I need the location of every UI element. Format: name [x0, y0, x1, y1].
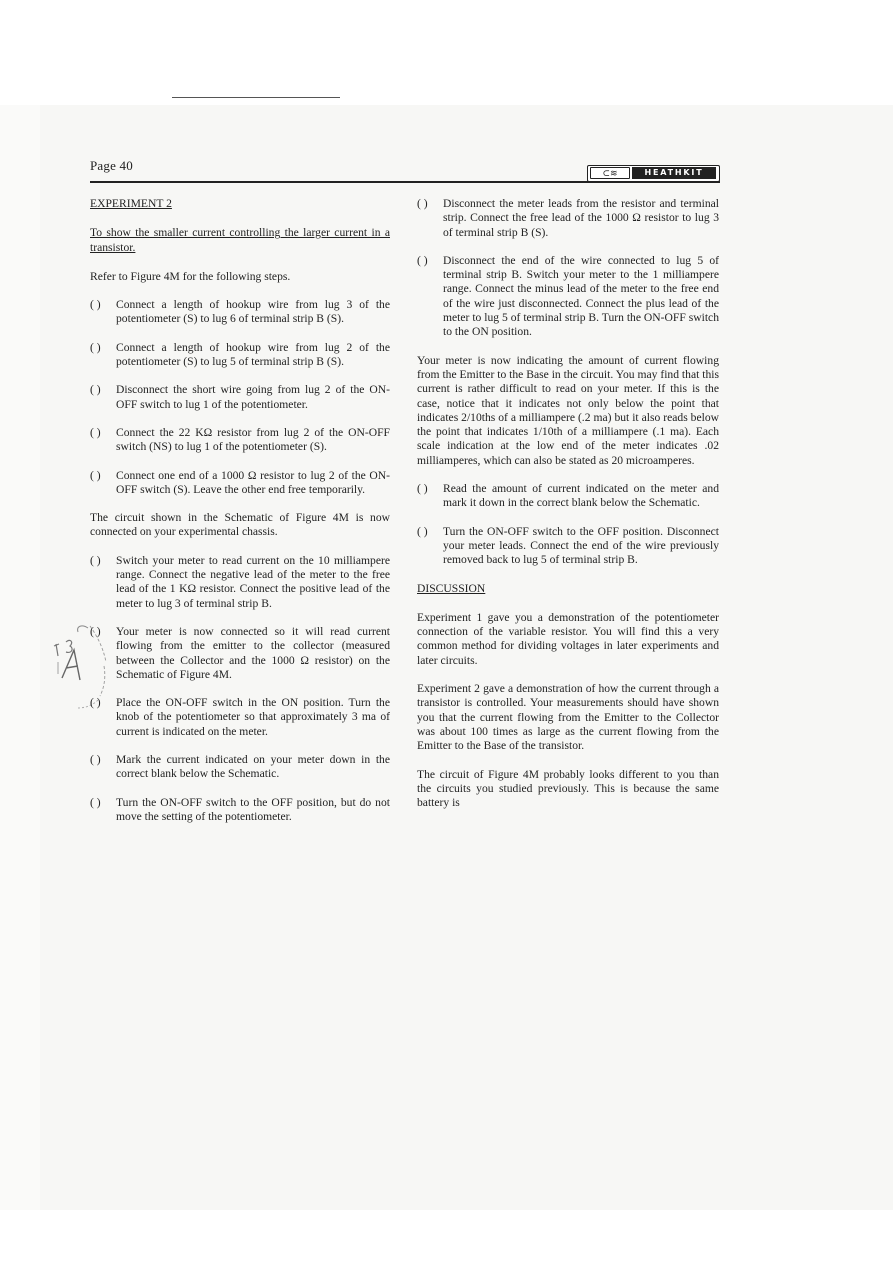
step-text: Connect a length of hookup wire from lug 3 of the potentiometer (S) to lug 6 of terminal strip B (S). — [116, 298, 390, 326]
step-text: Disconnect the short wire going from lug 2 of the ON-OFF switch to lug 1 of the potentiometer. — [116, 383, 390, 411]
step-text: Turn the ON-OFF switch to the OFF position, but do not move the setting of the potentiometer. — [116, 795, 390, 823]
checkbox[interactable]: ( ) — [417, 197, 428, 210]
step-text: Connect the 22 KΩ resistor from lug 2 of the ON-OFF switch (NS) to lug 1 of the potentiometer (S). — [116, 425, 390, 454]
checkbox[interactable]: ( ) — [90, 624, 101, 638]
step-item — [90, 625, 390, 682]
step-text: Place the ON-OFF switch in the ON position. Turn the knob of the potentiometer so that approximately 3 ma of current is indicated on the meter. — [116, 696, 390, 738]
heathkit-logo — [587, 165, 720, 182]
checkbox[interactable]: ( ) — [417, 253, 428, 267]
right-column — [417, 197, 719, 824]
discussion-paragraph: Experiment 2 gave a demonstration of how the current through a transistor is controlled. Your measurements should have shown you that the current flowing from the Emitter to the Collector was about 100 times as large as the current flowing from the Emitter to the Base of the transistor. — [417, 682, 719, 753]
left-column — [90, 197, 390, 838]
heathkit-brand: HEATHKIT — [632, 167, 716, 179]
step-item — [90, 753, 390, 782]
experiment-objective: To show the smaller current controlling the larger current in a transistor. — [90, 226, 390, 254]
checkbox[interactable]: ( ) — [90, 468, 101, 482]
scan-margin-top — [0, 0, 893, 105]
step-text: Connect one end of a 1000 Ω resistor to lug 2 of the ON-OFF switch (S). Leave the other end free temporarily. — [116, 468, 390, 496]
checkbox[interactable]: ( ) — [90, 298, 101, 312]
checkbox[interactable]: ( ) — [90, 340, 101, 354]
discussion-heading: DISCUSSION — [417, 581, 486, 595]
checkbox[interactable]: ( ) — [90, 753, 101, 767]
scan-margin-bottom — [0, 1210, 893, 1263]
checkbox[interactable]: ( ) — [90, 553, 101, 567]
step-item — [90, 383, 390, 412]
checkbox[interactable]: ( ) — [90, 696, 101, 710]
step-item — [417, 197, 719, 240]
step-text: Disconnect the meter leads from the resistor and terminal strip. Connect the free lead of the 1000 Ω resistor to lug 3 of terminal strip B (S). — [443, 197, 719, 239]
step-text: Connect a length of hookup wire from lug 2 of the potentiometer (S) to lug 5 of terminal strip B (S). — [116, 340, 390, 369]
step-text: Switch your meter to read current on the 10 milliampere range. Connect the negative lead of the meter to the free lead of the 1 KΩ resistor. Connect the positive lead of the meter to lug 3 of terminal strip B. — [116, 553, 390, 610]
step-item — [417, 482, 719, 511]
step-text: Your meter is now connected so it will read current flowing from the emitter to the collector (measured between the Collector and the 1000 Ω resistor) on the Schematic of Figure 4M. — [116, 624, 390, 681]
circuit-note: The circuit shown in the Schematic of Figure 4M is now connected on your experimental chassis. — [90, 511, 390, 539]
step-text: Mark the current indicated on your meter down in the correct blank below the Schematic. — [116, 753, 390, 781]
checkbox[interactable]: ( ) — [90, 425, 101, 439]
step-item — [90, 554, 390, 611]
step-item — [417, 525, 719, 568]
step-text: Disconnect the end of the wire connected to lug 5 of terminal strip B. Switch your meter to the 1 milliampere range. Connect the minus lead of the meter to the free end of the wire just disconnected. Connect the plus lead of the meter to lug 5 of terminal strip B. Turn the ON-OFF switch to the ON position. — [443, 253, 719, 339]
page-number: Page 40 — [90, 158, 133, 173]
step-item — [90, 426, 390, 455]
intro-text: Refer to Figure 4M for the following steps. — [90, 269, 291, 283]
top-rule — [172, 97, 340, 98]
step-text: Turn the ON-OFF switch to the OFF position. Disconnect your meter leads. Connect the end of the wire previously removed back to lug 5 of terminal strip B. — [443, 524, 719, 567]
heathkit-emblem-icon: ⊂≋ — [590, 167, 630, 179]
checkbox[interactable]: ( ) — [417, 482, 428, 496]
checkbox[interactable]: ( ) — [90, 383, 101, 397]
step-item — [90, 696, 390, 739]
experiment-title: EXPERIMENT 2 — [90, 197, 172, 210]
step-item — [417, 254, 719, 340]
scan-margin-left — [0, 105, 40, 1210]
discussion-paragraph: The circuit of Figure 4M probably looks different to you than the circuits you studied previously. This is because the same battery is — [417, 767, 719, 810]
discussion-paragraph: Experiment 1 gave you a demonstration of the potentiometer connection of the variable resistor. You will find this a very common method for dividing voltages in later experiments and later circuits. — [417, 610, 719, 667]
meter-explanation: Your meter is now indicating the amount of current flowing from the Emitter to the Base in the circuit. You may find that this current is rather difficult to read on your meter. If this is the case, notice that it indicates not only below the point that indicates 2/10ths of a milliampere (.2 ma) but it also reads below the point that indicates 1/10th of a milliampere (.1 ma). Each scale indication at the low end of the meter indicates .02 milliamperes, which can also be stated as 20 microamperes. — [417, 353, 719, 467]
checkbox[interactable]: ( ) — [417, 524, 428, 538]
step-item — [90, 469, 390, 498]
step-item — [90, 341, 390, 370]
step-text: Read the amount of current indicated on the meter and mark it down in the correct blank below the Schematic. — [443, 482, 719, 510]
checkbox[interactable]: ( ) — [90, 795, 101, 809]
step-item — [90, 796, 390, 825]
step-item — [90, 298, 390, 327]
